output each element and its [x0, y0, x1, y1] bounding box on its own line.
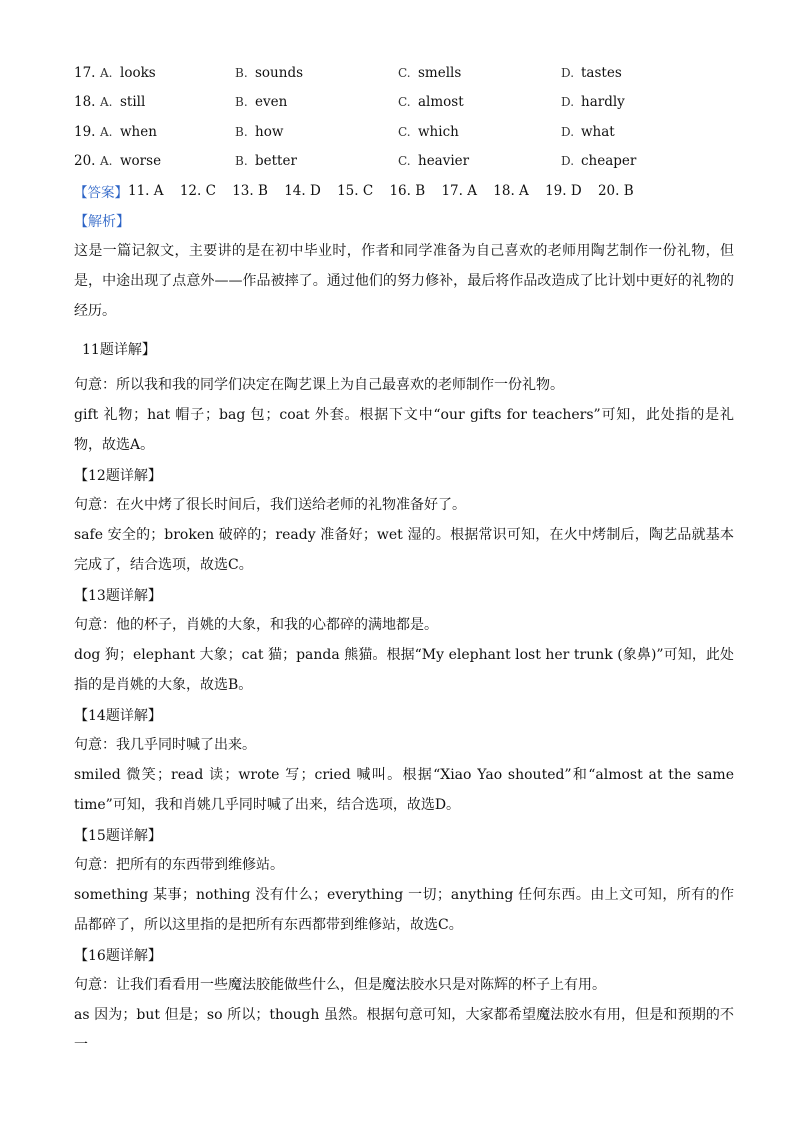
- choice-d: [561, 153, 731, 169]
- detail-heading-15: 【15题详解】: [74, 828, 162, 844]
- choice-letter: C.: [398, 65, 411, 80]
- choice-text: heavier: [418, 153, 470, 170]
- choice-text: even: [255, 94, 288, 111]
- choice-b: [235, 65, 398, 81]
- choice-letter: B.: [235, 124, 248, 139]
- choice-letter: A.: [100, 124, 113, 139]
- detail-heading-13: 【13题详解】: [74, 588, 162, 604]
- detail-explanation-11: gift 礼物；hat 帽子；bag 包；coat 外套。根据下文中“our gifts for teachers”可知，此处指的是礼物，故选A。: [74, 407, 734, 453]
- choice-letter: D.: [561, 65, 575, 80]
- detail-explanation-14: smiled 微笑；read 读；wrote 写；cried 喊叫。根据“Xiao Yao shouted”和“almost at the same time”可知，我和肖姚几乎同时喊了出来，结合选项，故选D。: [74, 767, 734, 813]
- detail-meaning-13: 句意：他的杯子，肖姚的大象，和我的心都碎的满地都是。: [74, 617, 438, 633]
- question-number: 18.: [74, 94, 96, 111]
- detail-meaning-15: 句意：把所有的东西带到维修站。: [74, 857, 284, 873]
- answer-item: 17. A: [441, 183, 477, 199]
- answer-item: 19. D: [545, 183, 582, 199]
- choice-letter: D.: [561, 154, 575, 169]
- choice-text: almost: [418, 94, 464, 111]
- choice-letter: A.: [100, 65, 113, 80]
- answer-item: 11. A: [128, 183, 164, 199]
- choice-text: looks: [120, 64, 156, 81]
- choice-letter: A.: [100, 95, 113, 110]
- choice-text: smells: [418, 64, 462, 81]
- answer-item: 12. C: [179, 183, 216, 199]
- choice-c: [398, 65, 561, 81]
- question-number: 17.: [74, 64, 96, 81]
- detail-meaning-11: 句意：所以我和我的同学们决定在陶艺课上为自己最喜欢的老师制作一份礼物。: [74, 377, 564, 393]
- question-number: 20.: [74, 153, 96, 170]
- choice-letter: A.: [100, 154, 113, 169]
- choice-c: [398, 94, 561, 110]
- choice-d: [561, 65, 731, 81]
- analysis-label: 【解析】: [74, 214, 130, 230]
- choice-c: [398, 153, 561, 169]
- choice-text: sounds: [255, 64, 304, 81]
- detail-heading-11: 11题详解】: [82, 342, 156, 358]
- choice-text: how: [255, 123, 284, 140]
- answer-item: 13. B: [232, 183, 268, 199]
- choice-text: what: [581, 123, 615, 140]
- answer-item: 14. D: [284, 183, 321, 199]
- choice-b: [235, 153, 398, 169]
- choice-text: still: [120, 94, 146, 111]
- choice-letter: B.: [235, 154, 248, 169]
- choice-text: better: [255, 153, 297, 170]
- choice-d: [561, 124, 731, 140]
- detail-heading-16: 【16题详解】: [74, 948, 162, 964]
- option-row-17: [74, 58, 734, 88]
- detail-explanation-12: safe 安全的；broken 破碎的；ready 准备好；wet 湿的。根据常识可知，在火中烤制后，陶艺品就基本完成了，结合选项，故选C。: [74, 527, 734, 573]
- document-page: [74, 58, 734, 1060]
- choice-letter: B.: [235, 65, 248, 80]
- option-row-18: [74, 88, 734, 118]
- choice-d: [561, 94, 731, 110]
- choice-a: [100, 65, 235, 81]
- options-table: [74, 58, 734, 176]
- choice-letter: C.: [398, 95, 411, 110]
- detail-explanation-15: something 某事；nothing 没有什么；everything 一切；anything 任何东西。由上文可知，所有的作品都碎了，所以这里指的是把所有东西都带到维修站，故选C。: [74, 887, 734, 933]
- choice-a: [100, 124, 235, 140]
- detail-explanation-13: dog 狗；elephant 大象；cat 猫；panda 熊猫。根据“My elephant lost her trunk (象鼻)”可知，此处指的是肖姚的大象，故选B。: [74, 647, 734, 693]
- answer-item: 15. C: [337, 183, 374, 199]
- answer-item: 20. B: [597, 183, 634, 199]
- detail-meaning-14: 句意：我几乎同时喊了出来。: [74, 737, 256, 753]
- analysis-text: 这是一篇记叙文，主要讲的是在初中毕业时，作者和同学准备为自己喜欢的老师用陶艺制作一份礼物，但是，中途出现了点意外——作品被摔了。通过他们的努力修补，最后将作品改造成了比计划中更好的礼物的经历。: [74, 243, 734, 319]
- option-row-19: [74, 117, 734, 147]
- choice-text: hardly: [581, 94, 625, 111]
- detail-heading-14: 【14题详解】: [74, 708, 162, 724]
- choice-text: which: [418, 123, 459, 140]
- option-row-20: [74, 147, 734, 177]
- choice-letter: B.: [235, 95, 248, 110]
- choice-letter: D.: [561, 95, 575, 110]
- detail-explanation-16: as 因为；but 但是；so 所以；though 虽然。根据句意可知，大家都希望魔法胶水有用，但是和预期的不一: [74, 1007, 734, 1053]
- choice-letter: D.: [561, 124, 575, 139]
- answer-label: 【答案】: [74, 185, 128, 201]
- choice-a: [100, 94, 235, 110]
- choice-b: [235, 124, 398, 140]
- answer-item: 16. B: [389, 183, 426, 199]
- detail-meaning-12: 句意：在火中烤了很长时间后，我们送给老师的礼物准备好了。: [74, 497, 466, 513]
- choice-a: [100, 153, 235, 169]
- answer-list: [128, 183, 646, 199]
- choice-text: tastes: [581, 64, 622, 81]
- choice-letter: C.: [398, 154, 411, 169]
- detail-heading-12: 【12题详解】: [74, 468, 162, 484]
- choice-c: [398, 124, 561, 140]
- choice-text: worse: [120, 153, 162, 170]
- choice-text: when: [120, 123, 157, 140]
- choice-text: cheaper: [581, 153, 637, 170]
- detail-meaning-16: 句意：让我们看看用一些魔法胶能做些什么，但是魔法胶水只是对陈辉的杯子上有用。: [74, 977, 606, 993]
- answer-line: [74, 176, 734, 206]
- choice-b: [235, 94, 398, 110]
- answer-item: 18. A: [493, 183, 529, 199]
- question-number: 19.: [74, 123, 96, 140]
- choice-letter: C.: [398, 124, 411, 139]
